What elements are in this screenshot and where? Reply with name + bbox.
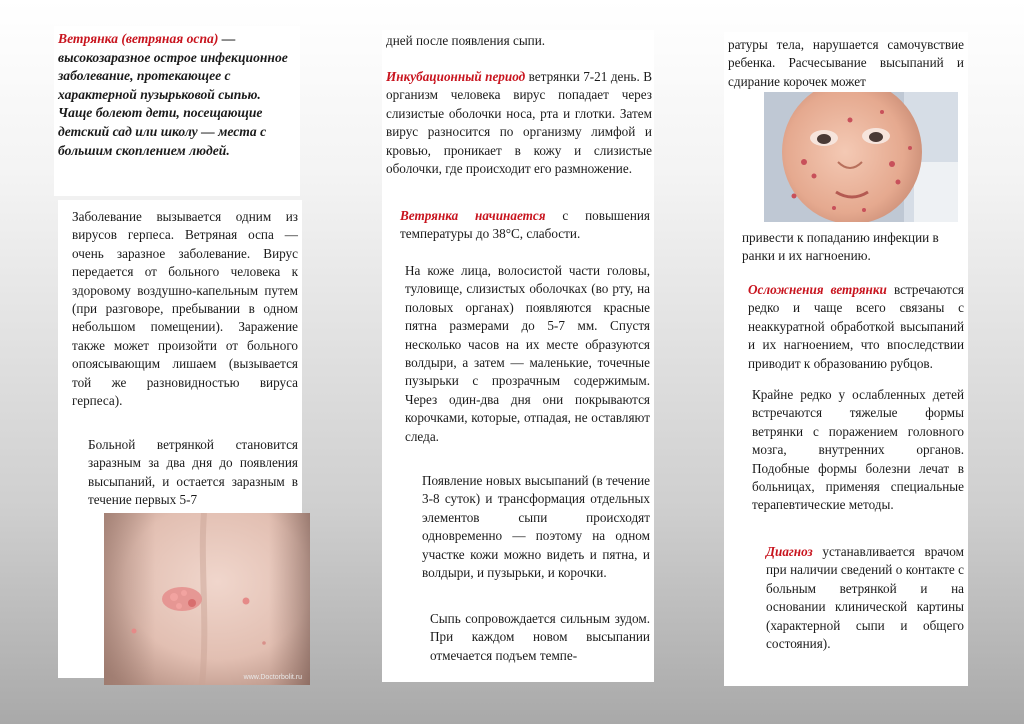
col2-paragraph-3: На коже лица, волосистой части головы, туловище, слизистых оболочках (во рту, на половых органах) появляются красные пятна размерами до 5-7 мм. Спустя несколько часов на их месте образуются волдыри, а затем — маленькие, точечные пузырьки с прозрачным содержимым. Через один-два дня они покрываются корочками, которые, отпадая, не оставляют следа. — [405, 263, 650, 444]
complications-text: встречаются редко и чаще всего связаны с неаккуратной обработкой высыпаний и их нагноением, что впоследствии приводит к образованию рубцов. — [748, 282, 964, 371]
intro-block — [58, 30, 290, 160]
incubation-text: ветрянки 7-21 день. В организм человека вирус попадает через слизистые оболочки носа, рта и глотки. Затем вирус разносится по организму лимфой и кровью, проникает в кожу и слизистые оболочки, где происходит его размножение. — [386, 69, 652, 177]
complications-title: Осложнения ветрянки — [748, 282, 887, 297]
incubation-paragraph — [386, 68, 652, 178]
col2-paragraph-5: Сыпь сопровождается сильным зудом. При каждом новом высыпании отмечается подъем темпе- — [430, 611, 650, 663]
diagnosis-title: Диагноз — [766, 544, 813, 559]
col3-paragraph-3: Крайне редко у ослабленных детей встречаются тяжелые формы ветрянки с поражением головного мозга, внутренних органов. Подобные формы болезни лечат в больницах, применяя специальные терапевтические методы. — [752, 387, 964, 513]
col2-paragraph-4: Появление новых высыпаний (в течение 3-8 суток) и трансформация отдельных элементов сыпи происходят одновременно — поэтому на одном участке кожи можно видеть и пятна, и волдыри, и пузырьки, и корочки. — [422, 473, 650, 581]
col1-paragraph-1: Заболевание вызывается одним из вирусов герпеса. Ветряная оспа — очень заразное заболевание. Вирус передается от больного человека к здоровому воздушно-капельным путем (при разговоре, пребывании в одном небольшом помещении). Заражение также может произойти от больного опоясывающим лишаем (вызывается той же разновидностью вируса герпеса). — [72, 209, 298, 409]
diagnosis-text: устанавливается врачом при наличии сведений о контакте с больным ветрянкой и на основании клинической картины (характерной сыпи и общего состояния). — [766, 544, 964, 652]
start-paragraph — [400, 207, 650, 244]
incubation-title: Инкубационный период — [386, 69, 526, 84]
start-title: Ветрянка начинается — [400, 208, 546, 223]
col3-paragraph-0: ратуры тела, нарушается самочувствие ребенка. Расчесывание высыпаний и сдирание корочек может — [728, 37, 964, 89]
photo-watermark: www.Doctorbolit.ru — [243, 674, 302, 681]
col2-paragraph-0: дней после появления сыпи. — [386, 33, 546, 48]
child-face-photo — [764, 92, 958, 222]
col3-paragraph-1: привести к попаданию инфекции в ранки и их нагноению. — [742, 230, 939, 264]
diagnosis-paragraph — [766, 543, 964, 653]
complications-paragraph — [748, 281, 964, 373]
back-rash-photo — [104, 513, 310, 685]
intro-title: Ветрянка (ветряная оспа) — [58, 31, 219, 46]
intro-text: — высокозаразное острое инфекционное заболевание, протекающее с характерной пузырьковой сыпью. Чаще болеют дети, посещающие детский сад или школу — места с большим скоплением людей. — [58, 31, 288, 158]
start-text: с повышения температуры до 38°С, слабости. — [400, 208, 650, 242]
col1-paragraph-2: Больной ветрянкой становится заразным за два дня до появления высыпаний, и остается заразным в течение первых 5-7 — [88, 437, 298, 508]
